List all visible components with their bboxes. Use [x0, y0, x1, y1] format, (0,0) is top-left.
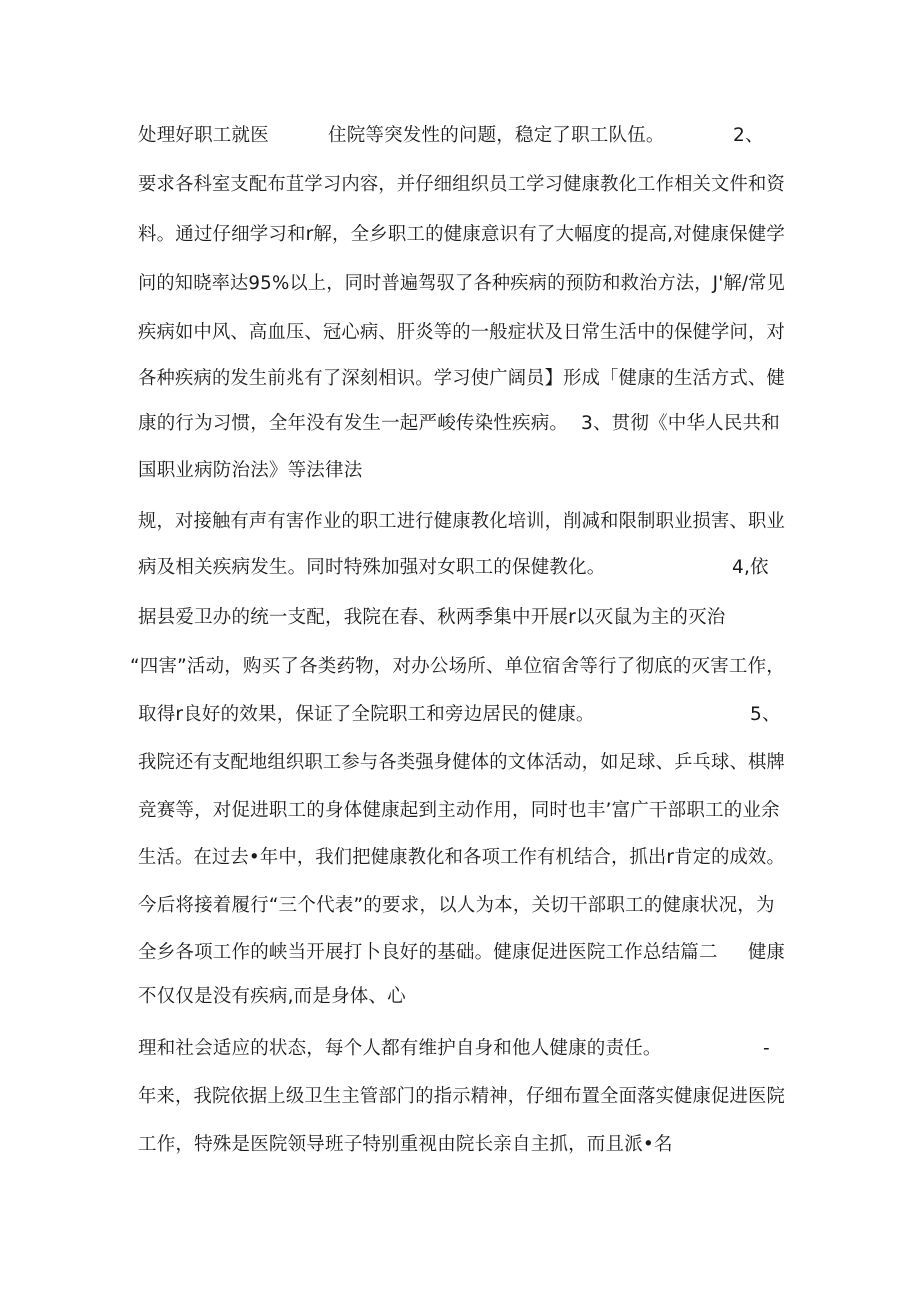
text-segment: 病及相关疾病发生。同时特殊加强对女职工的保健教化。 [138, 557, 606, 578]
text-segment: 取得r良好的效果，保证了全院职工和旁边居民的健康。 [138, 704, 595, 725]
text-segment: 4,依 [732, 557, 769, 578]
text-segment: 年来，我院依据上级卫生主管部门的指示精神，仔细布置全面落实健康促进医院 [138, 1086, 785, 1107]
text-segment: - [763, 1038, 770, 1059]
text-segment: 我院还有支配地组织职工参与各类强身健体的文体活动，如足球、乒乓球、棋牌 [138, 752, 785, 773]
text-segment: 全乡各项工作的峡当开展打卜良好的基础。健康促进医院工作总结篇二 [138, 942, 718, 963]
text-segment: 理和社会适应的状态，每个人都有维护自身和他人健康的责任。 [138, 1038, 662, 1059]
text-segment: 国职业病防治法》等法律法 [138, 460, 363, 481]
text-segment: 要求各科室支配布苴学习内容，并仔细组织员工学习健康教化工作相关文件和资 [138, 174, 785, 195]
text-segment: “四害”活动，购买了各类药物，对办公场所、单位宿舍等行了彻底的灭害工作， [130, 656, 785, 677]
text-segment: 规，对接触有声有害作业的职工进行健康教化培训，削减和限制职业损害、职业 [138, 511, 785, 532]
text-segment: 住院等突发性的问题，稳定了职工队伍。 [328, 125, 665, 146]
text-segment: 3、贯彻《中华人民共和 [581, 413, 780, 434]
text-segment: 不仅仅是没有疾病,而是身体、心 [138, 986, 406, 1007]
text-segment: 疾病如中风、高血压、冠心病、肝炎等的一般症状及日常生活中的保健学问，对 [138, 322, 785, 343]
text-segment: 竞赛等，对促进职工的身体健康起到主动作用，同时也丰’富广干部职工的业余 [138, 800, 780, 821]
text-segment: 据县爱卫办的统一支配，我院在春、秋两季集中开展r以灭鼠为主的灭治 [138, 607, 726, 628]
text-segment: 问的知晓率达95%以上，同时普遍驾驭了各种疾病的预防和救治方法，J'解/常见 [138, 273, 785, 294]
text-segment: 各种疾病的发生前兆有了深刻相识。学习使广阔员】形成「健康的生活方式、健 [138, 368, 785, 389]
text-segment: 工作，特殊是医院领导班子特别重视由院长亲自主抓，而且派•名 [138, 1134, 673, 1155]
text-segment: 健康 [748, 942, 785, 963]
text-segment: 处理好职工就医 [138, 125, 269, 146]
text-segment: 康的行为习惯，全年没有发生一起严峻传染性疾病。 [138, 413, 569, 434]
text-segment: 今后将接着履行“三个代表”的要求，以人为本，关切干部职工的健康状况，为 [138, 895, 775, 916]
text-segment: 生活。在过去•年中，我们把健康教化和各项工作有机结合，抓出r肯定的成效。 [138, 847, 786, 868]
text-segment: 5、 [750, 704, 781, 725]
text-segment: 2、 [733, 125, 764, 146]
text-segment: 料。通过仔细学习和r解，全乡职工的健康意识有了大幅度的提高,对健康保健学 [138, 224, 785, 245]
